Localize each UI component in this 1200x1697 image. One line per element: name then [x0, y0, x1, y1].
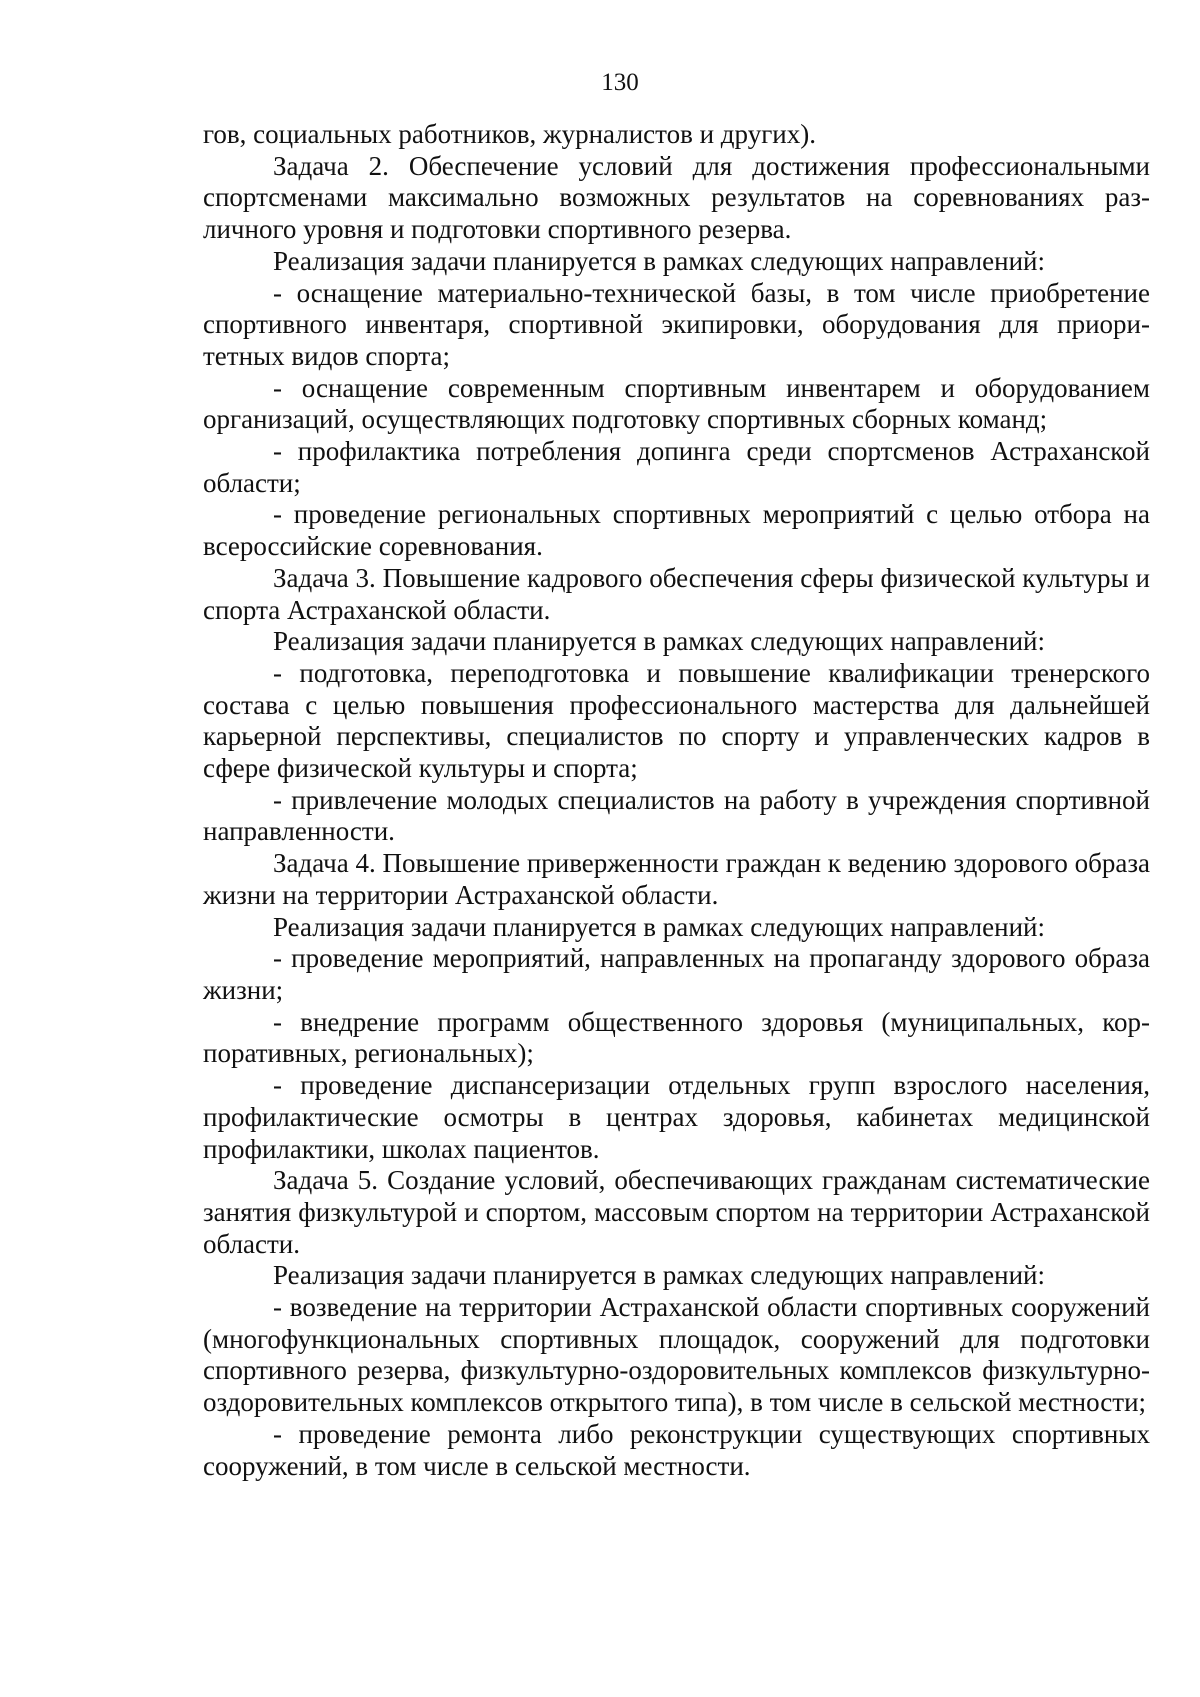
paragraph: Реализация задачи планируется в рамках следующих направлений: — [273, 1260, 1045, 1291]
document-body — [203, 119, 1150, 1482]
list-item: - проведение мероприятий, направленных на пропаганду здорового образа жизни; — [203, 943, 1150, 1005]
list-item: - оснащение материально-технической базы, в том числе приобретение спортивного инвентаря, спортивной экипировки, оборудования для приоритетных видов спорта; — [203, 277, 1150, 371]
paragraph: Реализация задачи планируется в рамках следующих направлений: — [273, 911, 1045, 942]
list-item: - привлечение молодых специалистов на работу в учреждения спортивной направленности. — [203, 784, 1150, 847]
list-item: - проведение диспансеризации отдельных групп взрослого населения, профилактические осмотры в центрах здоровья, кабинетах медицинской профилактики, школах пациентов. — [203, 1070, 1150, 1164]
task-heading-3: Задача 3. Повышение кадрового обеспечения сферы физической культуры и спорта Астраханской области. — [203, 562, 1150, 625]
page-number: 130 — [601, 69, 639, 96]
paragraph: Реализация задачи планируется в рамках следующих направлений: — [273, 245, 1045, 276]
list-item: - профилактика потребления допинга среди спортсменов Астраханской области; — [203, 436, 1150, 498]
task-heading-4: Задача 4. Повышение приверженности граждан к ведению здорового образа жизни на территории Астраханской области. — [203, 848, 1150, 910]
paragraph: Реализация задачи планируется в рамках следующих направлений: — [273, 626, 1045, 657]
task-heading-5: Задача 5. Создание условий, обеспечивающих гражданам систематические занятия физкультурой и спортом, массовым спортом на территории Астраханской области. — [203, 1165, 1150, 1259]
list-item: - возведение на территории Астраханской области спортивных сооружений (многофункциональных спортивных площадок, сооружений для подготовки спортивного резерва, физкультурно-оздоровительных комплексов физкультурно-оздоровительных комплексов открытого типа), в том числе в сельской местности; — [203, 1292, 1150, 1418]
list-item: - проведение региональных спортивных мероприятий с целью отбора на всероссийские соревнования. — [203, 499, 1150, 562]
paragraph: гов, социальных работников, журналистов и других). — [203, 119, 816, 149]
task-heading-2: Задача 2. Обеспечение условий для достижения профессиональными спортсменами максимально возможных результатов на соревнованиях различного уровня и подготовки спортивного резерва. — [203, 150, 1150, 245]
list-item: - оснащение современным спортивным инвентарем и оборудованием организаций, осуществляющих подготовку спортивных сборных команд; — [203, 372, 1150, 435]
list-item: - подготовка, переподготовка и повышение квалификации тренерского состава с целью повышения профессионального мастерства для дальнейшей карьерной перспективы, специалистов по спорту и управленческих кадров в сфере физической культуры и спорта; — [203, 657, 1150, 784]
list-item: - внедрение программ общественного здоровья (муниципальных, корпоративных, региональных); — [203, 1006, 1150, 1069]
list-item: - проведение ремонта либо реконструкции существующих спортивных сооружений, в том числе в сельской местности. — [203, 1418, 1150, 1481]
